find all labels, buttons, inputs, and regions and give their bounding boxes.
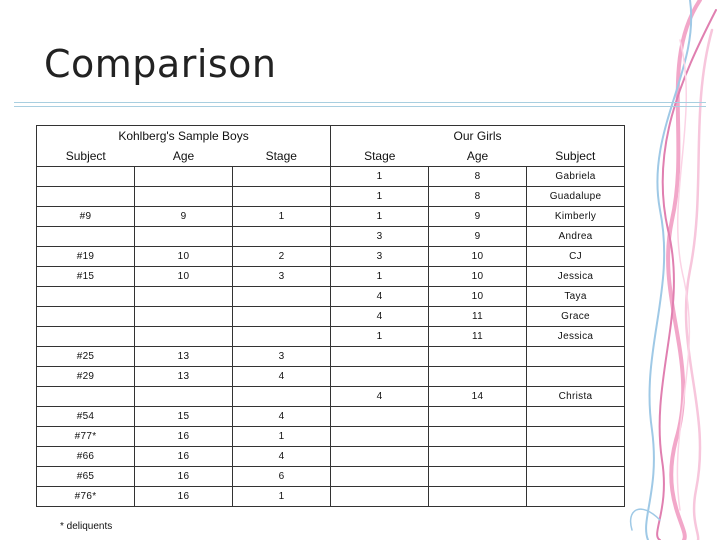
column-header: Age xyxy=(429,146,527,167)
table-row xyxy=(37,167,625,187)
table-cell xyxy=(429,367,527,387)
table-cell xyxy=(331,407,429,427)
table-cell xyxy=(331,367,429,387)
table-cell: 16 xyxy=(135,467,233,487)
table-cell xyxy=(233,307,331,327)
table-cell: Taya xyxy=(527,287,625,307)
table-cell xyxy=(135,287,233,307)
table-cell xyxy=(233,227,331,247)
table-cell: Guadalupe xyxy=(527,187,625,207)
table-cell xyxy=(527,407,625,427)
table-cell: 6 xyxy=(233,467,331,487)
table-cell: 4 xyxy=(331,287,429,307)
table-row xyxy=(37,467,625,487)
table-cell: 1 xyxy=(331,167,429,187)
table-cell: #54 xyxy=(37,407,135,427)
table-cell: 3 xyxy=(331,227,429,247)
table-cell: Andrea xyxy=(527,227,625,247)
table-cell: 1 xyxy=(331,327,429,347)
table-cell: 9 xyxy=(429,227,527,247)
table-cell xyxy=(37,187,135,207)
table-cell xyxy=(429,407,527,427)
table-cell xyxy=(429,427,527,447)
table-cell: 15 xyxy=(135,407,233,427)
table-cell: 1 xyxy=(233,487,331,507)
table-cell: Christa xyxy=(527,387,625,407)
table-cell: 10 xyxy=(429,247,527,267)
table-cell: 13 xyxy=(135,367,233,387)
table-cell: #76* xyxy=(37,487,135,507)
table-cell: 11 xyxy=(429,307,527,327)
table-cell: 9 xyxy=(429,207,527,227)
table-row xyxy=(37,267,625,287)
footnote: * deliquents xyxy=(60,521,113,532)
table-cell xyxy=(331,347,429,367)
table-cell: #25 xyxy=(37,347,135,367)
table-cell: Grace xyxy=(527,307,625,327)
table-row xyxy=(37,487,625,507)
table-cell: 4 xyxy=(233,367,331,387)
column-header: Stage xyxy=(233,146,331,167)
table-cell: 4 xyxy=(331,387,429,407)
table-row xyxy=(37,187,625,207)
table-cell xyxy=(331,487,429,507)
table-row xyxy=(37,407,625,427)
table-cell xyxy=(527,347,625,367)
page-title: Comparison xyxy=(44,42,277,86)
table-cell xyxy=(527,367,625,387)
table-cell: 1 xyxy=(331,267,429,287)
table-cell: 13 xyxy=(135,347,233,367)
table-cell xyxy=(527,487,625,507)
table-cell xyxy=(37,287,135,307)
title-rule-top xyxy=(14,102,706,103)
table-cell xyxy=(233,187,331,207)
table-row xyxy=(37,447,625,467)
table-cell: #77* xyxy=(37,427,135,447)
table-cell: Jessica xyxy=(527,327,625,347)
table-cell: #29 xyxy=(37,367,135,387)
table-row xyxy=(37,207,625,227)
table-cell xyxy=(527,467,625,487)
table-cell xyxy=(331,427,429,447)
table-row xyxy=(37,247,625,267)
table-cell: 3 xyxy=(233,267,331,287)
table-cell xyxy=(527,447,625,467)
table-cell xyxy=(135,327,233,347)
title-rule-bottom xyxy=(14,106,706,107)
table-cell: #19 xyxy=(37,247,135,267)
table-cell xyxy=(37,327,135,347)
table-row xyxy=(37,307,625,327)
group-header-girls: Our Girls xyxy=(331,126,625,147)
column-header-row xyxy=(37,146,625,167)
table-cell xyxy=(233,167,331,187)
table-cell xyxy=(135,187,233,207)
table-cell xyxy=(233,287,331,307)
comparison-table xyxy=(36,125,625,507)
table-cell: 16 xyxy=(135,487,233,507)
column-header: Stage xyxy=(331,146,429,167)
table-cell: #9 xyxy=(37,207,135,227)
table-cell: 4 xyxy=(233,447,331,467)
table-row xyxy=(37,287,625,307)
table-row xyxy=(37,327,625,347)
table-cell: Jessica xyxy=(527,267,625,287)
table-cell xyxy=(37,167,135,187)
table-cell xyxy=(37,227,135,247)
table-row xyxy=(37,367,625,387)
table-cell xyxy=(331,447,429,467)
column-header: Age xyxy=(135,146,233,167)
table-row xyxy=(37,347,625,367)
table-cell: 16 xyxy=(135,427,233,447)
table-cell: Gabriela xyxy=(527,167,625,187)
table-cell: 16 xyxy=(135,447,233,467)
table-cell xyxy=(233,327,331,347)
table-cell xyxy=(37,387,135,407)
table-cell: 11 xyxy=(429,327,527,347)
table-cell: 8 xyxy=(429,187,527,207)
column-header: Subject xyxy=(37,146,135,167)
table-cell: Kimberly xyxy=(527,207,625,227)
column-header: Subject xyxy=(527,146,625,167)
table-cell: 1 xyxy=(331,207,429,227)
table-cell xyxy=(429,447,527,467)
table-cell: CJ xyxy=(527,247,625,267)
table-cell xyxy=(135,387,233,407)
table-cell: 3 xyxy=(233,347,331,367)
table-cell xyxy=(233,387,331,407)
table-cell xyxy=(135,167,233,187)
table-cell: 3 xyxy=(331,247,429,267)
table-cell xyxy=(527,427,625,447)
table-cell xyxy=(429,347,527,367)
table-cell xyxy=(429,487,527,507)
table-row xyxy=(37,427,625,447)
table-cell: 4 xyxy=(233,407,331,427)
table-cell xyxy=(429,467,527,487)
table-cell: 1 xyxy=(233,427,331,447)
table-cell xyxy=(135,227,233,247)
table-row xyxy=(37,227,625,247)
table-cell: 4 xyxy=(331,307,429,327)
table-row xyxy=(37,387,625,407)
table-cell: 2 xyxy=(233,247,331,267)
table-cell: 9 xyxy=(135,207,233,227)
table-cell: 10 xyxy=(135,267,233,287)
table-cell xyxy=(135,307,233,327)
group-header-boys: Kohlberg's Sample Boys xyxy=(37,126,331,147)
table-cell: 10 xyxy=(429,267,527,287)
table-cell xyxy=(331,467,429,487)
table-cell: 14 xyxy=(429,387,527,407)
table-cell: 1 xyxy=(331,187,429,207)
table-cell: #66 xyxy=(37,447,135,467)
table-cell: 8 xyxy=(429,167,527,187)
table-cell: 10 xyxy=(135,247,233,267)
group-header-row xyxy=(37,126,625,147)
table-cell: 10 xyxy=(429,287,527,307)
table-cell xyxy=(37,307,135,327)
table-cell: #15 xyxy=(37,267,135,287)
table-cell: #65 xyxy=(37,467,135,487)
table-cell: 1 xyxy=(233,207,331,227)
